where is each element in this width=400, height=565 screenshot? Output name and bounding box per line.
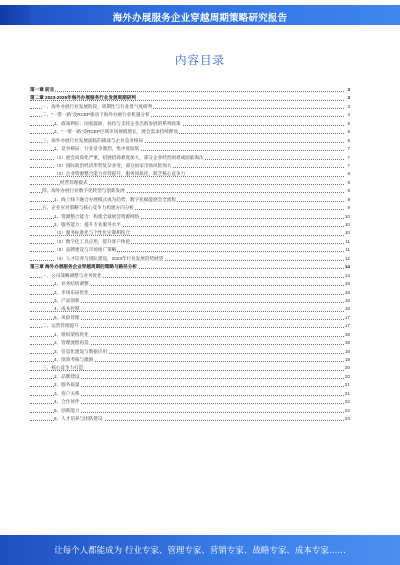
toc-page-number: 18 (344, 339, 350, 347)
toc-page-number: 16 (344, 305, 350, 313)
toc-entry-title: （1）服务标准化与个性化定制相结合 (54, 230, 131, 236)
toc-entry[interactable] (30, 339, 350, 347)
toc-chapter-entry[interactable] (30, 86, 350, 94)
toc-entry-title: 第二章 2023-2025年海外办展服务行业发展周期研判 (30, 95, 136, 101)
toc-page-number: 10 (344, 213, 350, 221)
toc-entry[interactable] (30, 246, 350, 254)
toc-entry[interactable] (30, 280, 350, 288)
toc-entry-title: 一、公司战略调整与业务优化 (42, 272, 102, 278)
toc-page-number: 16 (344, 297, 350, 305)
toc-entry-title: 2、“一带一路”及RCEP区域市场规模增长，展会需求持续释放 (54, 129, 179, 135)
toc-entry-title: 二、运营管理提升 (42, 323, 79, 329)
toc-entry-title: 二、“一带一路”及RCEP驱动下海外办展行业机遇分析 (42, 112, 150, 118)
toc-entry-title: 2、管理流程再造 (54, 340, 89, 346)
toc-page-number: 18 (344, 331, 350, 339)
toc-page-number: 17 (344, 314, 350, 322)
toc-entry-title: 2、市场布局优化 (54, 289, 89, 295)
toc-entry[interactable] (30, 229, 350, 237)
toc-page-number: 10 (344, 229, 350, 237)
toc-entry-title: （2）数字化工具应用，提升客户体验 (54, 238, 131, 244)
toc-entry[interactable] (30, 179, 350, 187)
toc-entry-title: 1、组织架构优化 (54, 331, 89, 337)
toc-page-number: 9 (346, 204, 350, 212)
toc-page-number: 8 (346, 179, 350, 187)
toc-entry-title: 5、风险管理 (54, 314, 80, 320)
toc-entry[interactable] (30, 314, 350, 322)
toc-entry-title: 1、资源整合能力：构建全球展会资源网络 (54, 213, 140, 219)
toc-chapter-entry[interactable] (30, 94, 350, 102)
toc-page-number: 6 (346, 137, 350, 145)
toc-page-number: 15 (344, 289, 350, 297)
toc-entry-title: 五、企业应对策略与核心竞争力构建方向分析 (42, 205, 134, 211)
toc-entry[interactable] (30, 213, 350, 221)
toc-entry-title: 3、信息化建设与数据应用 (54, 348, 108, 354)
toc-page-number: 22 (344, 398, 350, 406)
toc-entry-title: 2、服务质量 (54, 382, 80, 388)
toc-entry[interactable] (30, 145, 350, 153)
toc-entry[interactable] (30, 255, 350, 263)
toc-entry-title: 4、绩效考核与激励 (54, 357, 94, 362)
toc-page-number: 15 (344, 280, 350, 288)
toc-entry-title: （3）品牌建设与市场推广策略 (54, 247, 117, 253)
toc-entry-title: （1）展会同质化严重，招展招商难度加大，部分企业经营困难或面临淘汰 (54, 154, 204, 160)
toc-leader-dots (30, 91, 344, 92)
toc-page-number: 3 (346, 86, 350, 94)
toc-page-number: 5 (346, 120, 350, 128)
toc-entry[interactable] (30, 289, 350, 297)
toc-page-number: 21 (344, 390, 350, 398)
toc-entry[interactable] (30, 154, 350, 162)
toc-chapter-entry[interactable] (30, 263, 350, 271)
toc-page-number: 3 (346, 103, 350, 111)
toc-entry-title: 2、服务能力：提升专业服务水平 (54, 222, 121, 227)
toc-page-number: 10 (344, 221, 350, 229)
toc-page-number: 8 (346, 170, 350, 178)
toc-entry[interactable] (30, 407, 350, 415)
toc-entry-title: 1、业务结构调整 (54, 281, 89, 287)
report-title: 海外办展服务企业穿越周期策略研究报告 (112, 13, 288, 24)
toc-entry-title: 经营管理模式 (60, 179, 88, 185)
toc-entry[interactable] (30, 415, 350, 423)
toc-page-number: 7 (346, 145, 350, 153)
toc-page-number: 4 (346, 111, 350, 119)
toc-page-number: 17 (344, 322, 350, 330)
toc-entry[interactable] (30, 238, 350, 246)
toc-entry-title: （3）企业资源整合能力有待提升，服务同质化，缺乏核心竞争力 (54, 171, 186, 177)
toc-entry-title: 3、产品创新 (54, 297, 80, 303)
toc-page-number: 14 (344, 263, 350, 271)
toc-entry[interactable] (30, 120, 350, 128)
toc-entry[interactable] (30, 297, 350, 305)
toc-page-number: 21 (344, 381, 350, 389)
toc-entry-title: 4、成本控制 (54, 306, 80, 312)
toc-entry[interactable] (30, 398, 350, 406)
footer-slogan: 让每个人都能成为 行业专家、管理专家、营销专家、战略专家、成本专家…… (54, 546, 346, 556)
toc-page-number: 9 (346, 196, 350, 204)
toc-entry-title: 6、人才培养与团队建设 (54, 416, 103, 422)
toc-entry[interactable] (30, 128, 350, 136)
toc-entry[interactable] (30, 196, 350, 204)
toc-entry[interactable] (30, 170, 350, 178)
toc-entry[interactable] (30, 390, 350, 398)
toc-entry-title: 第三章 海外办展服务企业穿越周期的策略与路径分析 (30, 264, 137, 270)
toc-entry[interactable] (30, 348, 350, 356)
toc-entry-title: 4、合作伙伴 (54, 399, 80, 405)
toc-entry-title: 第一章 前言 (30, 87, 55, 92)
toc-entry[interactable] (30, 221, 350, 229)
toc-page-number: 7 (346, 154, 350, 162)
toc-page-number: 7 (346, 162, 350, 170)
table-of-contents (30, 86, 350, 424)
toc-page-number: 11 (344, 246, 350, 254)
toc-entry[interactable] (30, 331, 350, 339)
toc-entry-title: 1、线上线下融合办展模式成为趋势，数字化赋能展会全流程 (54, 196, 176, 202)
toc-page-number: 20 (344, 364, 350, 372)
page-footer (0, 535, 400, 565)
toc-page-number: 20 (344, 373, 350, 381)
toc-entry-title: （2）国际政治经济形势复杂多变，部分国家市场风险加大 (54, 162, 172, 168)
toc-page-number: 12 (344, 255, 350, 263)
toc-entry-title: 三、海外办展行业发展面临的挑战与企业竞争格局 (42, 137, 144, 143)
toc-page-number: 6 (346, 128, 350, 136)
toc-page-number: 3 (346, 94, 350, 102)
toc-entry[interactable] (30, 187, 350, 195)
toc-page-number: 19 (344, 348, 350, 356)
toc-page-number: 23 (344, 415, 350, 423)
toc-entry[interactable] (30, 103, 350, 111)
toc-page-number: 22 (344, 407, 350, 415)
toc-page-number: 11 (344, 238, 350, 246)
toc-entry-title: 四、海外办展行业数字化转型与创新发展 (42, 188, 125, 194)
toc-entry[interactable] (30, 373, 350, 381)
toc-entry[interactable] (30, 162, 350, 170)
toc-entry-title: 1、竞争格局：行业竞争激烈，集中度较低 (54, 146, 140, 152)
toc-entry[interactable] (30, 305, 350, 313)
toc-entry-title: 1、政策利好：国家鼓励、扶持与支持企业出海参展的系列政策 (54, 120, 181, 126)
toc-heading: 内容目录 (175, 53, 225, 67)
toc-entry[interactable] (30, 364, 350, 372)
toc-page-number: 8 (346, 187, 350, 195)
toc-entry-title: 1、品牌建设 (54, 373, 80, 379)
toc-entry[interactable] (30, 272, 350, 280)
toc-entry[interactable] (30, 356, 350, 364)
toc-entry-title: 三、核心竞争力打造 (42, 365, 84, 371)
toc-entry-title: 3、客户关系 (54, 390, 80, 396)
toc-entry[interactable] (30, 322, 350, 330)
toc-page-number: 19 (344, 356, 350, 364)
toc-entry[interactable] (30, 111, 350, 119)
page-header (0, 0, 400, 30)
toc-entry-title: 一、海外办展行业发展阶段、周期性与行业景气度研判 (42, 103, 153, 109)
toc-entry[interactable] (30, 137, 350, 145)
toc-page-number: 14 (344, 272, 350, 280)
toc-entry-title: 5、创新能力 (54, 407, 80, 413)
toc-entry[interactable] (30, 381, 350, 389)
toc-entry-title: （4）人才培养与团队建设，2023年行业发展趋势展望 (54, 255, 164, 261)
toc-entry[interactable] (30, 204, 350, 212)
